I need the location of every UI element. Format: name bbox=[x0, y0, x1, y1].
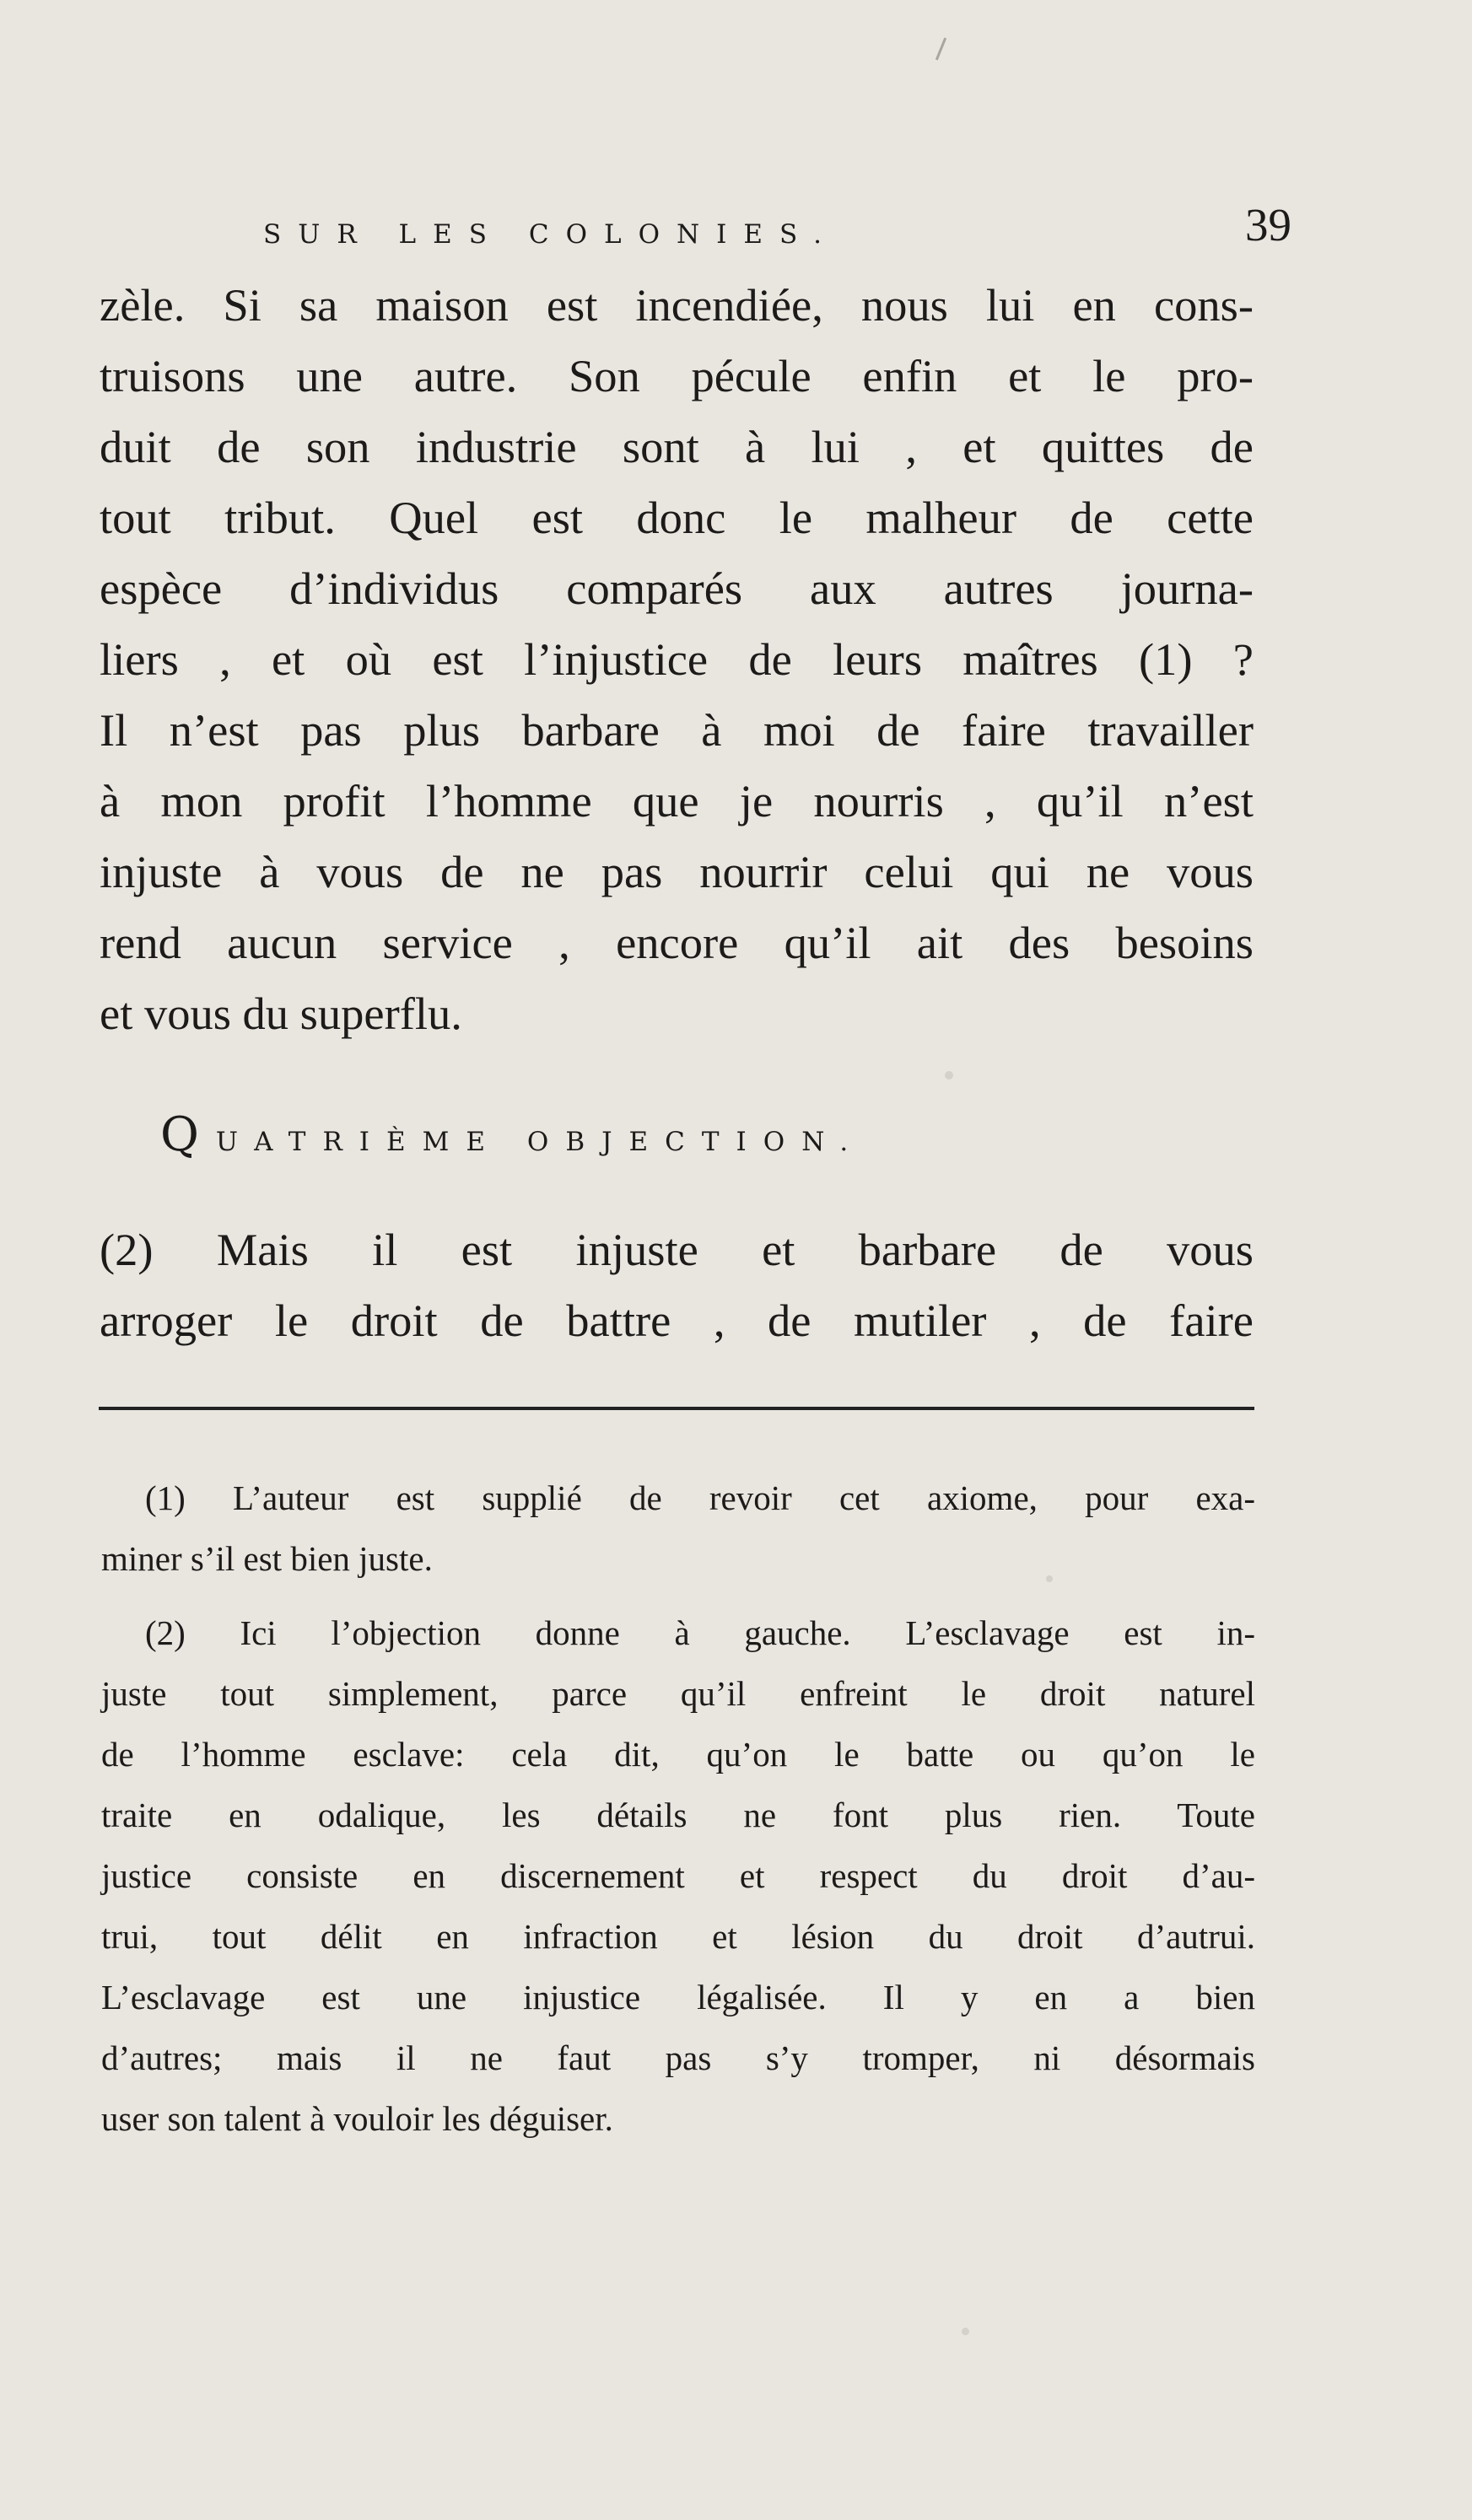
text-line: (2) Mais il est injuste et barbare de vous bbox=[100, 1224, 1254, 1275]
page-number: 39 bbox=[1245, 199, 1291, 250]
paper-speck bbox=[1046, 1575, 1053, 1582]
footnote-line: justice consiste en discernement et respect du droit d’au- bbox=[101, 1856, 1255, 1895]
stray-ink-mark bbox=[936, 37, 946, 60]
text-line: injuste à vous de ne pas nourrir celui qui ne vous bbox=[100, 846, 1254, 897]
footnote-2 bbox=[101, 1602, 1255, 2149]
section-heading-text: UATRIÈME OBJECTION. bbox=[215, 1127, 865, 1157]
text-line: arroger le droit de battre , de mutiler , de faire bbox=[100, 1295, 1254, 1346]
footnote-line: L’esclavage est une injustice légalisée. Il y en a bien bbox=[101, 1978, 1255, 2017]
paper-speck bbox=[945, 1071, 953, 1080]
text-line: rend aucun service , encore qu’il ait des besoins bbox=[100, 917, 1254, 968]
main-text-block bbox=[100, 270, 1254, 1049]
text-line: duit de son industrie sont à lui , et quittes de bbox=[100, 421, 1254, 472]
text-line: liers , et où est l’injustice de leurs maîtres (1) ? bbox=[100, 633, 1254, 685]
footnote-line: juste tout simplement, parce qu’il enfreint le droit naturel bbox=[101, 1674, 1255, 1713]
text-line: zèle. Si sa maison est incendiée, nous lui en cons- bbox=[100, 279, 1254, 331]
footnote-rule bbox=[99, 1407, 1254, 1410]
text-line: et vous du superflu. bbox=[100, 988, 462, 1039]
footnote-line: traite en odalique, les détails ne font plus rien. Toute bbox=[101, 1796, 1255, 1834]
footnote-1 bbox=[101, 1467, 1255, 1589]
text-line: truisons une autre. Son pécule enfin et le pro- bbox=[100, 350, 1254, 401]
text-line: Il n’est pas plus barbare à moi de faire travailler bbox=[100, 704, 1254, 756]
section-heading-initial: Q bbox=[160, 1107, 216, 1162]
text-line: espèce d’individus comparés aux autres journa- bbox=[100, 563, 1254, 614]
section-heading bbox=[160, 1107, 1213, 1162]
text-line: à mon profit l’homme que je nourris , qu’il n’est bbox=[100, 775, 1254, 827]
footnote-line: d’autres; mais il ne faut pas s’y tromper, ni désormais bbox=[101, 2038, 1255, 2077]
footnote-line: de l’homme esclave: cela dit, qu’on le batte ou qu’on le bbox=[101, 1735, 1255, 1774]
objection-text-block bbox=[100, 1214, 1254, 1356]
footnote-line: (2) Ici l’objection donne à gauche. L’esclavage est in- bbox=[145, 1613, 1255, 1652]
footnote-line: (1) L’auteur est supplié de revoir cet axiome, pour exa- bbox=[145, 1478, 1255, 1517]
page-header bbox=[101, 180, 1291, 248]
footnote-line: miner s’il est bien juste. bbox=[101, 1539, 433, 1578]
paper-speck bbox=[962, 2328, 969, 2335]
footnote-line: trui, tout délit en infraction et lésion du droit d’autrui. bbox=[101, 1917, 1255, 1956]
footnotes bbox=[101, 1467, 1255, 2162]
footnote-line: user son talent à vouloir les déguiser. bbox=[101, 2099, 613, 2138]
text-line: tout tribut. Quel est donc le malheur de cette bbox=[100, 492, 1254, 543]
running-title: SUR LES COLONIES. bbox=[263, 219, 838, 250]
